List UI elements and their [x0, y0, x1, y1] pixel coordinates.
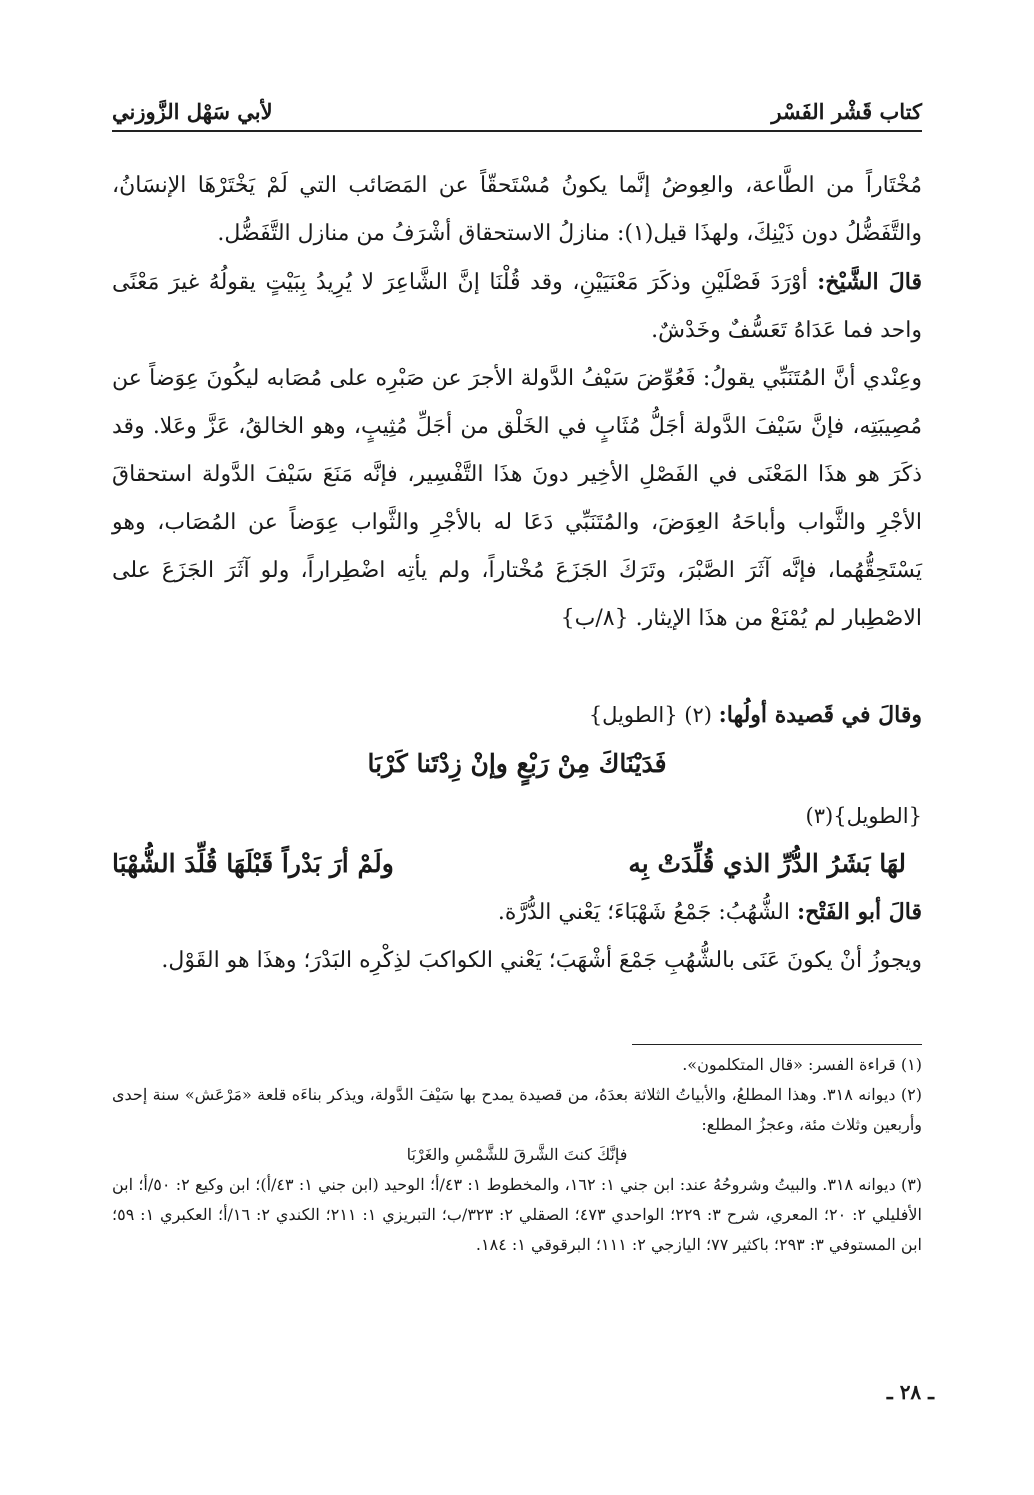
- verse-1-line: فَدَيْنَاكَ مِنْ رَبْعٍ وإنْ زِدْتَنا كَرْبَا: [367, 749, 667, 778]
- speaker-label-2: قالَ أبو الفَتْح:: [796, 899, 922, 925]
- paragraph-3: وعِنْدي أنَّ المُتَنَبِّي يقولُ: فَعُوِّضَ سَيْفُ الدَّولة الأجرَ عن صَبْرِه على مُصَابه ليكُونَ عِوَضاً عن مُصِيبَتِه، فإنَّ سَيْفَ الدَّولة أجَلُّ مُثَابٍ في الخَلْق من أجَلِّ مُثِيبٍ، وهو الخالقُ، عَزَّ وعَلا. وقد ذكَرَ هو هذَا المَعْنَى في الفَصْلِ الأخِير دونَ هذَا التَّفْسِير، فإنَّه مَنَعَ سَيْفَ الدَّولة استحقاقَ الأجْرِ والثَّواب وأباحَهُ العِوَضَ، والمُتَنَبِّي دَعَا له بالأجْرِ والثَّواب عِوَضاً عن المُصَاب، وهو يَسْتَحِقُّهُما، فإنَّه آثَرَ الصَّبْرَ، وتَرَكَ الجَزَعَ مُخْتاراً، ولم يأتِه اضْطِراراً، ولو آثَرَ الجَزَعَ على الاصْطِبار لم يُمْنَعْ من هذَا الإيثار. {٨/ب}: [112, 366, 922, 631]
- verse-1-meter: (٢) {الطويل}: [588, 703, 719, 727]
- page-number: ـ ٢٨ ـ: [886, 1380, 934, 1404]
- section-gap: [112, 643, 922, 691]
- paragraph-1: مُخْتَاراً من الطَّاعة، والعِوضُ إنَّما يكونُ مُسْتَحقّاً عن المَصَائب التي لَمْ يَخْتَرْهَا الإنسَانُ، والتَّفَضُّلُ دون ذَيْنِكَ، ولهذَا قيل(١): منازلُ الاستحقاق أشْرَفُ من منازل التَّفَضُّل.: [112, 173, 922, 246]
- verse-2-line: [112, 840, 922, 888]
- verse-1-intro: [112, 691, 922, 740]
- paragraph-2: [112, 258, 922, 355]
- verse-2-meter: {الطويل}(٣): [805, 804, 922, 828]
- verse-1-intro-label: وقالَ في قَصيدة أولُها:: [718, 702, 922, 728]
- running-header: [112, 84, 922, 132]
- footnote-3: (٣) ديوانه ٣١٨. والبيتُ وشروحُهُ عند: ابن جني ١: ١٦٢، والمخطوط ١: ٤٣/أ؛ الوحيد (ابن جني ١: ٤٣/أ)؛ ابن وكيع ٢: ٥٠/أ؛ ابن الأفليلي ٢: ٢٠؛ المعري، شرح ٣: ٢٢٩؛ الواحدي ٤٧٣؛ الصقلي ٢: ٣٢٣/ب؛ التبريزي ١: ٢١١؛ الكندي ٢: ١٦/أ؛ العكبري ١: ٥٩؛ ابن المستوفي ٣: ٢٩٣؛ باكثير ٧٧؛ اليازجي ٢: ١١١؛ البرقوقي ١: ١٨٤.: [112, 1175, 923, 1254]
- verse-2-second-hemistich: ولَمْ أرَ بَدْراً قَبْلَهَا قُلِّدَ الشُّهْبَا: [112, 849, 394, 878]
- footnote-1: (١) قراءة الفسر: «قال المتكلمون».: [682, 1055, 922, 1074]
- header-book-title: كتاب قَشْر الفَسْر: [771, 99, 922, 124]
- paragraph-5: ويجوزُ أنْ يكونَ عَنَى بالشُّهُبِ جَمْعَ أشْهَبَ؛ يَعْني الكواكبَ لذِكْرِه البَدْرَ؛ وهذَا هو القَوْل.: [161, 948, 922, 973]
- verse-2-first-hemistich: لهَا بَشَرُ الدُّرِّ الذي قُلِّدَتْ بِه: [628, 849, 906, 878]
- footnote-2: (٢) ديوانه ٣١٨. وهذا المطلعُ، والأبياتُ الثلاثة بعدَهُ، من قصيدة يمدح بها سَيْفَ الدَّولة، ويذكر بناءَه قلعة «مَرْعَش» سنة إحدى وأربعين وثلاث مئة، وعجزُ المطلع:: [112, 1085, 923, 1134]
- footnotes: [112, 1050, 922, 1260]
- paragraph-2-text: أوْرَدَ فَصْلَيْنِ وذكَرَ مَعْنَيَيْنِ، وقد قُلْنَا إنَّ الشَّاعِرَ لا يُرِيدُ بِبَيْتٍ يقولُهُ غيرَ مَعْنًى واحد فما عَدَاهُ تَعَسُّفٌ وخَدْشٌ.: [112, 270, 922, 343]
- speaker-label: قالَ الشَّيْخ:: [817, 269, 923, 295]
- header-author: لأبي سَهْل الزَّوزني: [112, 99, 273, 124]
- paragraph-4: [112, 888, 922, 937]
- main-text: [112, 162, 922, 985]
- paragraph-4-text: الشُّهُبُ: جَمْعُ شَهْبَاءَ؛ يَعْني الدُّرَّة.: [497, 900, 797, 925]
- footnote-2-verse: فإنَّكَ كنتَ الشَّرقَ للشَّمْسِ والغَرْبَا: [406, 1145, 628, 1164]
- footnote-divider: [632, 1044, 922, 1045]
